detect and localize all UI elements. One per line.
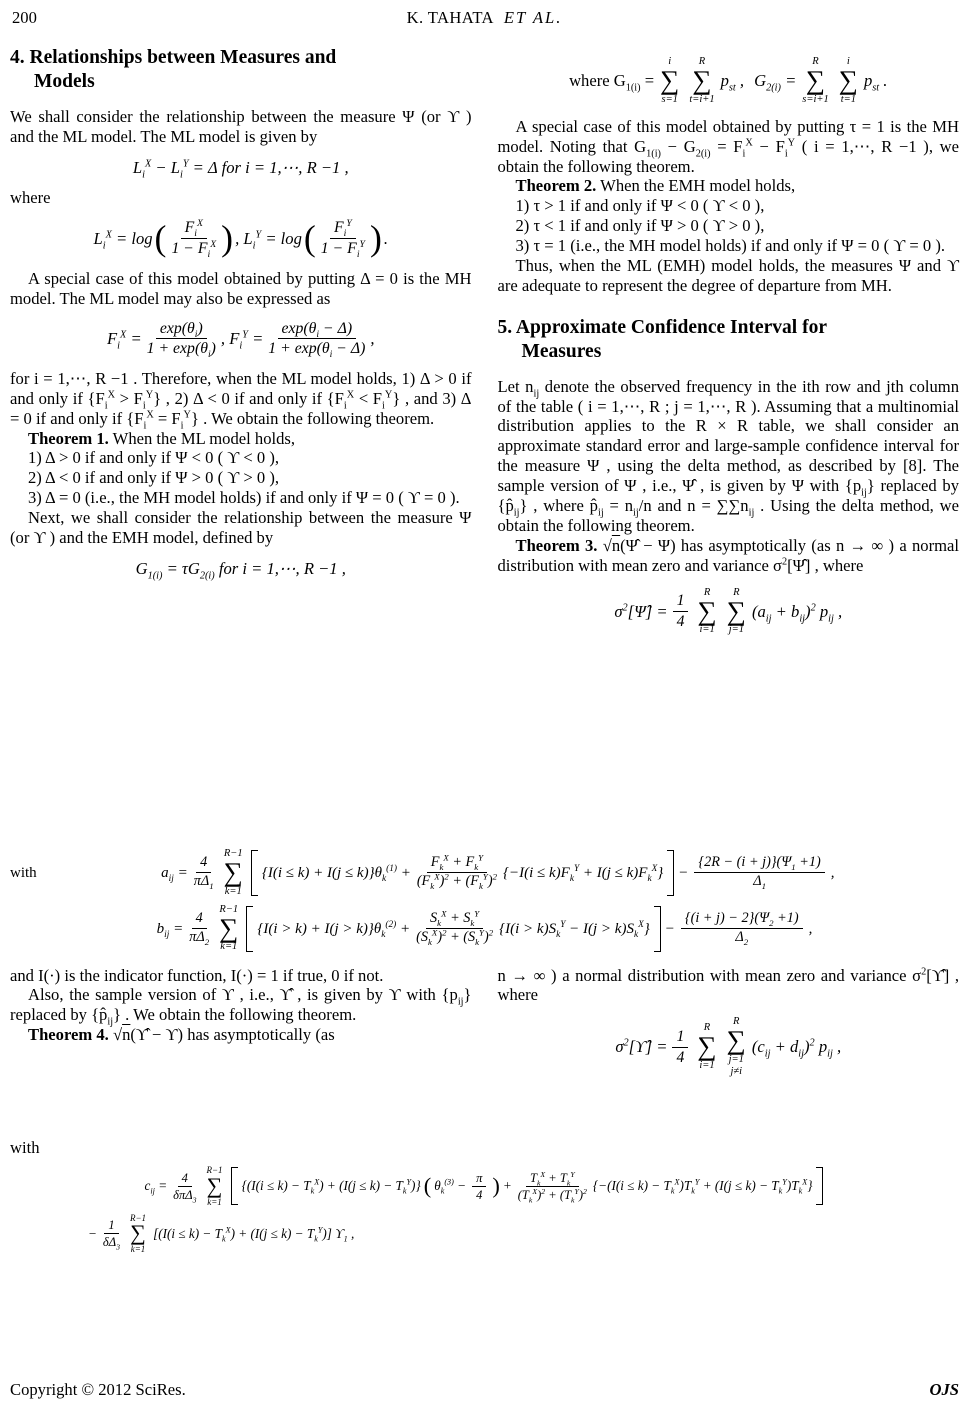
paragraph: n → ∞ ) a normal distribution with mean zero and variance $\sigma^2[ϒ̂]$ , where [497, 965, 959, 1005]
equation-text: $G_{1(i)} = \tau G_{2(i)}$ for i = 1,⋯, R −1 , [135, 558, 346, 582]
denominator: $\delta\Delta_3$ [102, 1235, 120, 1252]
sigma-sum-icon: ∑ [130, 1220, 146, 1246]
numerator: π [472, 1171, 486, 1187]
numerator: 4 [192, 911, 207, 929]
equation-text: , [830, 864, 835, 881]
equation-text: where $G_{1(i)}$ = [569, 70, 655, 94]
page-number: 200 [12, 8, 37, 27]
paragraph: Thus, when the ML (EMH) model holds, the measures Ψ and ϒ are adequate to represent the degree of departure from MH. [497, 256, 959, 296]
equation-text: $a_{ij}$ = [161, 864, 188, 884]
equation-text: $p_{st}$ , [720, 70, 745, 94]
denominator: $(F_k^X)^2 + (F_k^Y)^2$ [416, 871, 497, 892]
numerator: $T_k^X + T_k^Y$ [526, 1171, 579, 1187]
sigma-sum-icon: ∑ [660, 65, 680, 96]
big-paren-right: ) [221, 218, 234, 259]
denominator: $\pi\Delta_2$ [189, 929, 210, 947]
fraction [517, 1169, 587, 1205]
sum-lower-limit: i=1 [699, 624, 715, 636]
numerator: 4 [178, 1171, 192, 1187]
copyright-notice: Copyright © 2012 SciRes. [10, 1380, 186, 1400]
fraction [694, 855, 824, 890]
sigma-sum-icon: ∑ [697, 595, 717, 626]
display-equation-F-definition [10, 319, 472, 361]
theorem-2-item: 1) τ > 1 if and only if Ψ < 0 ( ϒ < 0 ), [515, 196, 765, 216]
denominator: $\Delta_2$ [735, 929, 749, 947]
equation-text: $c_{ij}$ = [144, 1178, 168, 1196]
denominator: 4 [676, 1048, 685, 1066]
sigma-sum-icon: ∑ [697, 1031, 717, 1062]
sigma-sum-icon: ∑ [223, 857, 243, 888]
summation [689, 56, 714, 106]
paragraph: Next, we shall consider the relationship between the measure Ψ (or ϒ ) and the EMH model, defined by [10, 508, 472, 548]
big-paren-right: ) [369, 218, 382, 259]
big-paren-left: ( [154, 218, 167, 259]
denominator: 4 [476, 1187, 483, 1202]
sigma-sum-icon: ∑ [219, 912, 239, 943]
theorem-3-text: √n(Ψ̂ − Ψ) has asymptotically (as n → ∞ ) a normal distribution with mean zero and variance $\sigma^2[\Psî]$ , where [497, 535, 959, 575]
sum-lower-limit: i=1 [699, 1060, 715, 1072]
summation [697, 587, 716, 637]
paragraph: Also, the sample version of ϒ , i.e., ϒ̂ , is given by ϒ with $\{p_{ij}\}$ replaced by $\{p̂_{ij}\}$ . We obtain the following theorem. [10, 985, 472, 1028]
summation [224, 848, 243, 898]
denominator: $\Delta_1$ [753, 873, 766, 892]
two-column-section-bottom [10, 966, 959, 1128]
summation [219, 904, 238, 954]
display-equation-G-definition [498, 56, 960, 106]
big-bracket-right [654, 906, 661, 952]
fraction [672, 1028, 688, 1066]
journal-abbreviation: OJS [929, 1380, 959, 1400]
equation-text: $L_i^X - L_i^Y = \Delta$ for i = 1,⋯, R −1 , [132, 157, 349, 180]
big-bracket-right [667, 850, 674, 896]
paragraph: and I(·) is the indicator function, I(·) = 1 if true, 0 if not. [10, 965, 384, 985]
right-column-bottom [498, 966, 960, 1090]
paragraph: A special case of this model obtained by putting Δ = 0 is the MH model. The ML model may also be expressed as [10, 268, 472, 308]
big-paren-left: ( [303, 218, 316, 259]
page-header [10, 8, 959, 42]
two-column-section-top [10, 42, 959, 842]
denominator: δπΔ$_3$ [173, 1187, 197, 1205]
sigma-sum-icon: ∑ [726, 595, 746, 626]
equation-text: $\sigma^2[\Psî]$ = [614, 601, 668, 621]
numerator: 1 [672, 1028, 688, 1048]
paragraph: where [10, 188, 51, 208]
section-5-heading-line1: 5. Approximate Confidence Interval for [497, 316, 827, 338]
right-column [498, 42, 960, 648]
big-bracket-right [816, 1167, 823, 1205]
section-4-heading-line1: 4. Relationships between Measures and [10, 47, 337, 68]
sum-upper-limit: i [846, 56, 850, 67]
display-equation-ml-model [10, 158, 472, 178]
equation-text: , $L_i^Y = \log$ [235, 228, 302, 251]
section-5-heading [498, 316, 960, 365]
with-label: with [10, 864, 37, 881]
theorem-1-item: 3) Δ = 0 (i.e., the MH model holds) if and only if Ψ = 0 ( ϒ = 0 ). [28, 488, 460, 508]
paragraph: A special case of this model obtained by putting τ = 1 is the MH model. Noting that $G_{1(i)} - G_{2(i)} = F_i^X - F_i^Y$ ( i = 1,⋯, R −1 ), we obtain the following theorem. [497, 116, 960, 176]
numerator: $F_i^X$ [181, 219, 207, 239]
equation-text: $G_{2(i)}$ = [754, 70, 797, 94]
equation-a-ij [37, 848, 959, 898]
equation-c-ij-line2 [88, 1213, 959, 1255]
sum-lower-limit: k=1 [224, 885, 242, 897]
equation-c-ij-row [10, 1165, 959, 1207]
sum-upper-limit: R [733, 1016, 740, 1028]
display-equation-variance-upsilon [498, 1016, 960, 1078]
summation [697, 1022, 716, 1072]
theorem-3 [498, 536, 960, 576]
theorem-1-label: Theorem 1. [28, 428, 109, 448]
sum-upper-limit: R [698, 56, 706, 67]
numerator: $\{(i + j) - 2\}(\Psi_2 +1)$ [681, 911, 803, 929]
fraction [102, 1218, 120, 1252]
numerator: $\{2R - (i + j)\}(\Psi_1 +1)$ [694, 855, 824, 873]
fraction [320, 218, 365, 261]
theorem-1 [10, 429, 472, 449]
fraction [173, 1170, 197, 1205]
section-4-heading [10, 46, 472, 95]
sum-upper-limit: R−1 [223, 848, 243, 859]
sigma-sum-icon: ∑ [206, 1172, 223, 1198]
sum-upper-limit: R [703, 1022, 711, 1034]
theorem-1-item: 1) Δ > 0 if and only if Ψ < 0 ( ϒ < 0 ), [28, 448, 280, 468]
paragraph: for i = 1,⋯, R −1 . Therefore, when the ML model holds, 1) Δ > 0 if and only if $\{F_i^X > F_i^Y\}$ , 2) Δ < 0 if and only if $\{F_i^X < F_i^Y\}$ , and 3) Δ = 0 if and only if $\{F_i^X = F_i^Y\}$ . We obtain the following theorem. [10, 368, 472, 431]
running-title-etal: ET AL. [503, 8, 563, 27]
display-equation-logit-definition [10, 218, 472, 261]
fraction [681, 911, 803, 946]
running-title-authors: K. TAHATA [406, 8, 494, 27]
sigma-sum-icon: ∑ [726, 1025, 746, 1056]
sum-upper-limit: i [668, 56, 672, 67]
theorem-2-item: 3) τ = 1 (i.e., the MH model holds) if and only if Ψ = 0 ( ϒ = 0 ). [515, 236, 946, 256]
fraction [171, 218, 217, 261]
big-paren-left: ( [423, 1173, 432, 1199]
theorem-2 [498, 176, 960, 196]
sum-lower-limit: t=i+1 [689, 93, 715, 105]
big-paren-right: ) [492, 1173, 500, 1199]
equation-text: , [370, 328, 375, 348]
sum-upper-limit: R [812, 56, 819, 67]
fraction [416, 908, 494, 947]
numerator: 4 [196, 855, 211, 873]
equation-text: $p_{st}$ . [863, 70, 888, 94]
wide-equation-block-c [10, 1159, 959, 1254]
summation [839, 56, 858, 106]
numerator: $S_k^X + S_k^Y$ [426, 911, 483, 929]
display-equation-variance-psi [498, 587, 960, 637]
equation-b-ij-row [10, 904, 959, 954]
paragraph: Let $n_{ij}$ denote the observed frequency in the ith row and jth column of the table ( i = 1,⋯, R ; j = 1,⋯, R ). Assuming that a multinomial distribution applies to the R × R table, we shall consider an approximate standard error and large-sample confidence interval for the measure Ψ , using the delta method, as described by [8]. The sample version of Ψ , i.e., Ψ̂ , is given by Ψ with $\{p_{ij}\}$ replaced by $\{p̂_{ij}\}$ , where $p̂_{ij} = n_{ij}/n$ and $n = \sum\sum n_{ij}$ . Using the delta method, we obtain the following theorem. [497, 376, 960, 536]
theorem-2-item: 2) τ < 1 if and only if Ψ > 0 ( ϒ > 0 ), [515, 216, 765, 236]
equation-text: $\{-I(i \le k)F_k^Y + I(j \le k)F_k^X\}$ [502, 863, 664, 884]
equation-text: $(a_{ij} + b_{ij})^2$ $p_{ij}$ , [751, 601, 843, 624]
numerator: $F_i^Y$ [330, 219, 356, 239]
sum-upper-limit: R [703, 586, 711, 598]
sum-upper-limit: R [733, 586, 740, 598]
summation [206, 1165, 222, 1207]
equation-text: $(c_{ij} + d_{ij})^2$ $p_{ij}$ , [751, 1037, 842, 1060]
numerator: 1 [104, 1218, 118, 1234]
equation-text: $\{I(i > k)S_k^Y - I(j > k)S_k^X\}$ [499, 919, 650, 940]
summation [727, 587, 746, 637]
equation-text: $\{(I(i \le k) - T_k^X) + (I(j \le k) - T_k^Y)\}$ [241, 1177, 421, 1196]
equation-text: $L_i^X = \log$ [93, 228, 153, 251]
sum-lower-limit: s=i+1 [802, 93, 829, 105]
denominator: $(T_k^X)^2 + (T_k^Y)^2$ [517, 1186, 587, 1205]
summation [802, 56, 828, 106]
equation-text: $[(I(i \le k) - T_k^X) + (I(j \le k) - T_k^Y)]$ $ϒ_1$ , [153, 1225, 355, 1244]
equation-text: $F_i^X$ = [107, 328, 142, 352]
section-5-heading-line2: Measures [521, 341, 602, 363]
running-title [10, 8, 959, 28]
theorem-4-label: Theorem 4. [28, 1025, 109, 1045]
sigma-sum-icon: ∑ [692, 65, 712, 96]
left-column [10, 42, 472, 590]
denominator: $1 + \exp(\theta_i)$ [146, 340, 216, 361]
equation-text: , [808, 920, 813, 937]
sum-lower-limit: s=1 [661, 93, 678, 105]
display-equation-emh-model [10, 558, 472, 582]
equation-text: $\{I(i > k) + I(j > k)\}\theta_k^{(2)}$ + [257, 919, 411, 940]
equation-text: $\{-(I(i \le k) - T_k^X)T_k^Y + (I(j \le k) - T_k^Y)T_k^X\}$ [592, 1177, 813, 1196]
sigma-sum-icon: ∑ [838, 65, 858, 96]
minus-sign: − [678, 864, 689, 881]
sum-upper-limit: R−1 [129, 1213, 147, 1224]
minus-sign: − [88, 1225, 97, 1241]
theorem-2-label: Theorem 2. [515, 176, 597, 196]
big-bracket-left [251, 850, 258, 896]
fraction [189, 911, 209, 946]
fraction [194, 855, 214, 890]
with-label: with [10, 1137, 40, 1157]
plus-sign: + [502, 1178, 512, 1194]
equation-text: $\{I(i \le k) + I(j \le k)\}\theta_k^{(1)}$ + [261, 863, 411, 884]
sum-upper-limit: R−1 [219, 903, 239, 915]
theorem-1-item: 2) Δ < 0 if and only if Ψ > 0 ( ϒ > 0 ), [28, 468, 280, 488]
equation-text: $\theta_k^{(3)}$ − [434, 1177, 467, 1196]
sum-lower-limit: j=1 [728, 1054, 744, 1066]
sum-lower-limit-condition: j≠i [730, 1066, 743, 1078]
sum-upper-limit: R−1 [206, 1165, 223, 1176]
equation-c-ij-line1 [10, 1165, 959, 1207]
denominator: 4 [676, 613, 685, 631]
summation [727, 1016, 746, 1078]
sum-lower-limit: k=1 [220, 941, 238, 953]
big-bracket-left [246, 906, 253, 952]
paragraph: We shall consider the relationship between the measure Ψ (or ϒ ) and the ML model. The ML model is given by [10, 106, 472, 146]
summation [130, 1213, 146, 1255]
fraction [472, 1171, 486, 1202]
denominator: $1 + \exp(\theta_i - \Delta)$ [268, 340, 366, 361]
equation-a-ij-row [10, 848, 959, 898]
sum-lower-limit: j=1 [728, 624, 744, 636]
denominator: $(S_k^X)^2 + (S_k^Y)^2$ [416, 927, 494, 947]
equation-b-ij [10, 904, 959, 954]
equation-text: . [383, 228, 389, 248]
numerator: $\exp(\theta_i - \Delta)$ [278, 320, 357, 340]
denominator: $1 - F_i^Y$ [320, 238, 365, 261]
fraction [268, 319, 366, 361]
theorem-3-label: Theorem 3. [515, 535, 598, 555]
theorem-1-text: When the ML model holds, [108, 428, 296, 448]
denominator: $1 - F_i^X$ [171, 238, 217, 261]
theorem-4-text: √n(ϒ̂ − ϒ) has asymptotically (as [108, 1025, 335, 1045]
left-column-bottom [10, 966, 472, 1046]
equation-text: , $F_i^Y$ = [220, 328, 264, 352]
sigma-sum-icon: ∑ [805, 65, 826, 96]
sum-lower-limit: k=1 [207, 1196, 222, 1207]
numerator: $\exp(\theta_i)$ [156, 320, 207, 340]
equation-text: $\sigma^2[ϒ̂]$ = [615, 1037, 668, 1057]
denominator: $\pi\Delta_1$ [193, 873, 214, 892]
page-footer [10, 1372, 959, 1400]
fraction [146, 319, 216, 361]
big-bracket-left [231, 1167, 238, 1205]
theorem-4 [10, 1025, 472, 1045]
fraction [673, 592, 689, 630]
sum-lower-limit: t=1 [840, 93, 856, 105]
fraction [416, 852, 497, 892]
numerator: $F_k^X + F_k^Y$ [427, 855, 487, 873]
theorem-2-text: When the EMH model holds, [596, 176, 796, 196]
minus-sign: − [664, 920, 675, 937]
sum-lower-limit: k=1 [130, 1244, 146, 1255]
wide-equation-block-ab [10, 842, 959, 960]
equation-text: $b_{ij}$ = [156, 920, 184, 940]
numerator: 1 [673, 592, 689, 612]
summation [660, 56, 679, 106]
section-4-heading-line2: Models [34, 71, 95, 93]
